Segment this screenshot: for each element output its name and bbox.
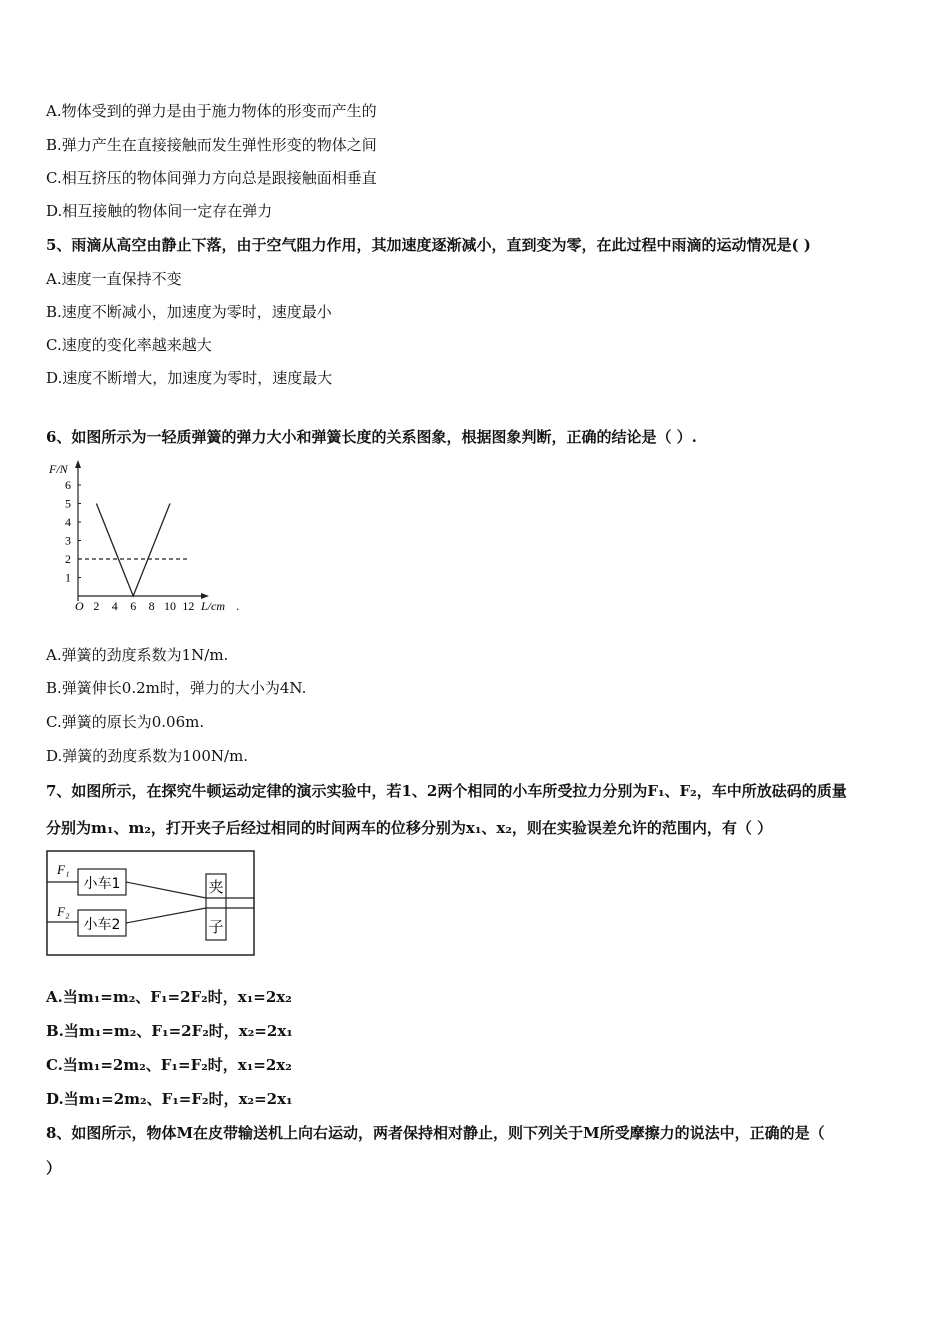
- q7-option-a: A.当m₁=m₂、F₁=2F₂时，x₁=2x₂: [46, 988, 292, 1006]
- y-tick-label: 4: [65, 515, 71, 529]
- q5-option-d: D.速度不断增大，加速度为零时，速度最大: [46, 369, 333, 387]
- q4-option-b: B.弹力产生在直接接触而发生弹性形变的物体之间: [46, 136, 377, 154]
- q6-option-c: C.弹簧的原长为0.06m.: [46, 713, 205, 731]
- y-tick-label: 3: [65, 533, 71, 548]
- q8-stem-line2: ）: [46, 1159, 62, 1177]
- q6-stem: 6、如图所示为一轻质弹簧的弹力大小和弹簧长度的关系图象，根据图象判断，正确的结论是（ ）.: [46, 428, 697, 446]
- q5-option-a: A.速度一直保持不变: [46, 270, 182, 288]
- force-length-line: [96, 504, 170, 597]
- q5-option-c: C.速度的变化率越来越大: [46, 336, 212, 354]
- q5-stem: 5、雨滴从高空由静止下落，由于空气阻力作用，其加速度逐渐减小，直到变为零，在此过程中雨滴的运动情况是( ): [46, 236, 811, 254]
- q7-option-d: D.当m₁=2m₂、F₁=F₂时，x₂=2x₁: [46, 1090, 293, 1108]
- q8-stem-line1: 8、如图所示，物体M在皮带输送机上向右运动，两者保持相对静止，则下列关于M所受摩擦力的说法中，正确的是（: [46, 1124, 825, 1142]
- q6-option-a: A.弹簧的劲度系数为1N/m.: [46, 646, 229, 664]
- y-axis-label: F/N: [49, 462, 68, 476]
- f2-label: F₂: [57, 904, 70, 919]
- origin-label: O: [75, 599, 84, 613]
- q6-option-d: D.弹簧的劲度系数为100N/m.: [46, 747, 249, 765]
- q4-option-c: C.相互挤压的物体间弹力方向总是跟接触面相垂直: [46, 169, 377, 187]
- x-tick-label: 12: [182, 599, 195, 613]
- spring-force-chart: [45, 458, 245, 618]
- q5-option-b: B.速度不断减小，加速度为零时，速度最小: [46, 303, 332, 321]
- x-tick-label: 2: [93, 599, 100, 613]
- clip-label-top: 夹: [208, 878, 224, 896]
- x-tick-label: 4: [111, 599, 118, 613]
- y-tick-label: 1: [65, 570, 71, 585]
- car-2-label: 小车2: [83, 917, 121, 933]
- car-1-rope: [126, 882, 206, 898]
- q4-option-a: A.物体受到的弹力是由于施力物体的形变而产生的: [46, 102, 377, 120]
- clip-label-bottom: 子: [208, 918, 224, 936]
- q4-option-d: D.相互接触的物体间一定存在弹力: [46, 202, 273, 220]
- x-axis-label: L/cm: [201, 599, 225, 613]
- q6-option-b: B.弹簧伸长0.2m时，弹力的大小为4N.: [46, 679, 307, 697]
- y-axis-arrow: [75, 460, 81, 468]
- q7-option-c: C.当m₁=2m₂、F₁=F₂时，x₁=2x₂: [46, 1056, 292, 1074]
- car-1-label: 小车1: [83, 876, 121, 892]
- car-experiment-diagram: [46, 850, 258, 958]
- x-tick-label: 10: [164, 599, 176, 613]
- x-tick-label: 8: [148, 599, 155, 613]
- q7-option-b: B.当m₁=m₂、F₁=2F₂时，x₂=2x₁: [46, 1022, 293, 1040]
- q7-stem-line1: 7、如图所示，在探究牛顿运动定律的演示实验中，若1、2两个相同的小车所受拉力分别为F₁、F₂，车中所放砝码的质量: [46, 782, 847, 800]
- y-tick-label: 5: [65, 496, 71, 511]
- x-tick-label: 6: [130, 599, 137, 613]
- f1-label: F₁: [57, 862, 70, 877]
- y-tick-label: 6: [65, 478, 71, 492]
- q7-stem-line2: 分别为m₁、m₂，打开夹子后经过相同的时间两车的位移分别为x₁、x₂，则在实验误差允许的范围内，有（ ）: [46, 819, 773, 837]
- y-tick-label: 2: [65, 552, 71, 566]
- car-2-rope: [126, 908, 206, 923]
